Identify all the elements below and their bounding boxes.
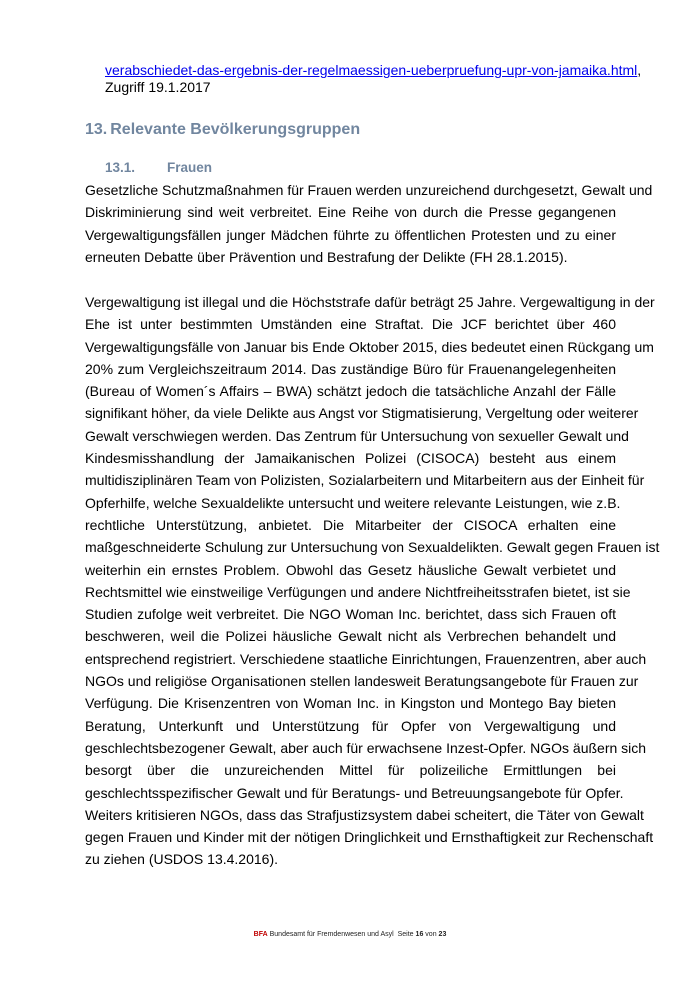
footer-page-number: 16 xyxy=(415,931,424,938)
text-line: Verfügung. Die Krisenzentren von Woman Inc. in Kingston und Montego Bay bieten xyxy=(85,695,616,712)
page-footer xyxy=(0,931,700,938)
text-line: geschlechtsbezogener Gewalt, aber auch für erwachsene Inzest-Opfer. NGOs äußern sich xyxy=(85,739,647,756)
text-line: Diskriminierung sind weit verbreitet. Eine Reihe von durch die Presse gegangenen xyxy=(85,204,616,221)
reference-access-date: Zugriff 19.1.2017 xyxy=(105,79,211,95)
section-title: Relevante Bevölkerungsgruppen xyxy=(110,121,361,138)
text-line: erneuten Debatte über Prävention und Bestrafung der Delikte (FH 28.1.2015). xyxy=(85,248,568,265)
reference-link[interactable]: verabschiedet-das-ergebnis-der-regelmaessigen-ueberpruefung-upr-von-jamaika.html xyxy=(105,62,638,78)
text-line: geschlechtsspezifischer Gewalt und für Beratungs- und Betreuungsangebote für Opfer. xyxy=(85,784,624,801)
text-line: Weiters kritisieren NGOs, dass das Strafjustizsystem dabei scheitert, die Täter von Gewalt xyxy=(85,806,644,823)
text-line: Beratung, Unterkunft und Unterstützung für Opfer von Vergewaltigung und xyxy=(85,717,616,734)
text-line: gegen Frauen und Kinder mit der nötigen Dringlichkeit und Ernsthaftigkeit zur Rechenschaft xyxy=(85,829,654,846)
subsection-title: Frauen xyxy=(167,160,213,175)
body-paragraph xyxy=(85,179,653,268)
text-line: multidisziplinären Team von Polizisten, Sozialarbeitern und Mitarbeitern aus der Einheit für xyxy=(85,472,645,489)
text-line: maßgeschneiderte Schulung zur Untersuchung von Sexualdelikten. Gewalt gegen Frauen ist xyxy=(85,539,660,556)
footer-brand: BFA xyxy=(253,931,268,938)
subsection-heading xyxy=(105,160,212,175)
footer-of-label: von xyxy=(425,931,437,938)
text-line: Kindesmisshandlung der Jamaikanischen Polizei (CISOCA) besteht aus einem xyxy=(85,450,616,467)
text-line: Rechtsmittel wie einstweilige Verfügungen und andere Nichtfreiheitsstrafen bietet, ist sie xyxy=(85,583,631,600)
text-line: Gewalt verschwiegen werden. Das Zentrum für Untersuchung von sexueller Gewalt und xyxy=(85,427,629,444)
text-line: Opferhilfe, welche Sexualdelikte untersucht und weitere relevante Leistungen, wie z.B. xyxy=(85,494,621,511)
text-line: (Bureau of Women´s Affairs – BWA) schätzt jedoch die tatsächliche Anzahl der Fälle xyxy=(85,383,616,400)
footer-page-label: Seite xyxy=(397,931,414,938)
footer-agency: Bundesamt für Fremdenwesen und Asyl xyxy=(269,931,394,938)
text-line: 20% zum Vergleichszeitraum 2014. Das zuständige Büro für Frauenangelegenheiten xyxy=(85,360,616,377)
section-number: 13. xyxy=(85,121,108,138)
text-line: Vergewaltigungsfälle von Januar bis Ende Oktober 2015, dies bedeutet einen Rückgang um xyxy=(85,338,654,355)
text-line: Vergewaltigung ist illegal und die Höchststrafe dafür beträgt 25 Jahre. Vergewaltigung in der xyxy=(85,294,655,310)
text-line: Gesetzliche Schutzmaßnahmen für Frauen werden unzureichend durchgesetzt, Gewalt und xyxy=(85,182,653,198)
reference-link-suffix: , xyxy=(637,62,642,78)
text-line: Studien zufolge weit verbreitet. Die NGO Woman Inc. berichtet, dass sich Frauen oft xyxy=(85,606,616,623)
footer-page-total: 23 xyxy=(438,931,447,938)
text-line: entsprechend registriert. Verschiedene staatliche Einrichtungen, Frauenzentren, aber auch xyxy=(85,650,647,667)
text-line: besorgt über die unzureichenden Mittel für polizeiliche Ermittlungen bei xyxy=(85,762,616,779)
reference-entry xyxy=(105,62,641,96)
text-line: Ehe ist unter bestimmten Umständen eine Straftat. Die JCF berichtet über 460 xyxy=(85,316,616,333)
text-line: zu ziehen (USDOS 13.4.2016). xyxy=(85,851,278,868)
text-line: Vergewaltigungsfällen junger Mädchen führte zu öffentlichen Protesten und zu einer xyxy=(85,226,616,243)
text-line: NGOs und religiöse Organisationen stellen landesweit Beratungsangebote für Frauen zur xyxy=(85,673,639,690)
text-line: beschweren, weil die Polizei häusliche Gewalt nicht als Verbrechen behandelt und xyxy=(85,628,616,645)
text-line: signifikant höher, da viele Delikte aus Angst vor Stigmatisierung, Vergeltung oder weiterer xyxy=(85,405,639,422)
section-heading xyxy=(85,121,360,139)
text-line: rechtliche Unterstützung, anbietet. Die Mitarbeiter der CISOCA erhalten eine xyxy=(85,516,616,533)
body-paragraph xyxy=(85,291,660,871)
text-line: weiterhin ein ernstes Problem. Obwohl das Gesetz häusliche Gewalt verbietet und xyxy=(85,561,616,578)
subsection-number: 13.1. xyxy=(105,160,136,175)
